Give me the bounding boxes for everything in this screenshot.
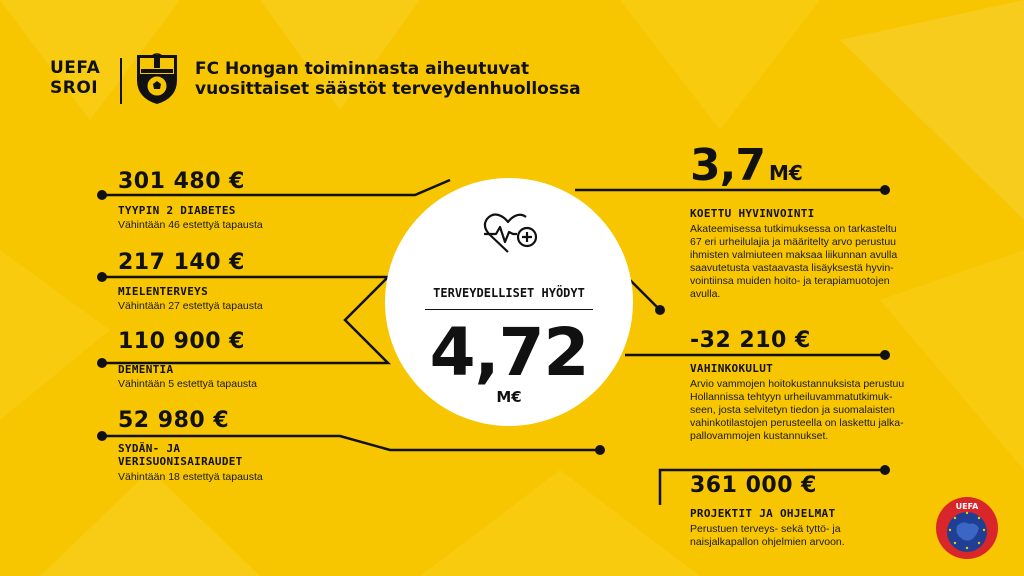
- desc-line: vointiinsa muiden hoito- ja terapiamuotojen: [690, 275, 890, 287]
- item-label-line-1: SYDÄN- JA: [118, 442, 181, 455]
- amount: -32 210 €: [690, 328, 811, 353]
- item-desc: [690, 223, 897, 301]
- desc-line: avulla.: [690, 288, 721, 300]
- desc-line: ihmisten valmiuteen maksaa liikunnan avulla: [690, 249, 898, 261]
- item-desc: [690, 378, 904, 443]
- item-label: VAHINKOKULUT: [690, 362, 774, 375]
- amount: 361 000 €: [690, 473, 817, 498]
- uefa-logo-icon: [935, 496, 999, 560]
- desc-line: Perustuen terveys- sekä tyttö- ja: [690, 523, 841, 535]
- circle-label: TERVEYDELLISET HYÖDYT: [433, 286, 585, 300]
- desc-line: pallovammojen kustannukset.: [690, 430, 829, 442]
- desc-line: saavutetusta vastaavasta lisäyksestä hyvin-: [690, 262, 894, 274]
- wellbeing-value: [690, 140, 803, 191]
- title-line-2: vuosittaiset säästöt terveydenhuollossa: [195, 79, 581, 99]
- amount: 110 900 €: [118, 329, 245, 354]
- wellbeing-unit: M€: [768, 161, 803, 185]
- desc-line: seen, josta selvitetyn tiedon ja suomalaisten: [690, 404, 895, 416]
- desc-line: Akateemisessa tutkimuksessa on tarkasteltu: [690, 223, 897, 235]
- item-desc: Vähintään 5 estettyä tapausta: [118, 378, 257, 390]
- item-desc: Vähintään 18 estettyä tapausta: [118, 471, 263, 483]
- heart-pulse-plus-icon: [481, 212, 539, 256]
- uefa-logo-text: UEFA: [955, 502, 979, 511]
- total-unit: M€: [496, 388, 522, 406]
- desc-line: 67 eri urheilulajia ja määritelty arvo perustuu: [690, 236, 897, 248]
- desc-line: Arvio vammojen hoitokustannuksista perustuu: [690, 378, 905, 390]
- brand-line-2: SROI: [50, 78, 99, 98]
- item-desc: Vähintään 46 estettyä tapausta: [118, 219, 263, 231]
- item-label: MIELENTERVEYS: [118, 285, 208, 298]
- circle-divider: [425, 309, 593, 310]
- desc-line: vahinkotilastojen perusteella on laskettu jalka-: [690, 417, 904, 429]
- desc-line: naisjalkapallon ohjelmien arvoon.: [690, 536, 845, 548]
- item-label: KOETTU HYVINVOINTI: [690, 207, 815, 220]
- item-desc: Vähintään 27 estettyä tapausta: [118, 300, 263, 312]
- desc-line: Hollannissa tehtyyn urheiluvammatutkimuk-: [690, 391, 893, 403]
- health-benefits-circle: [385, 178, 633, 426]
- brand-line-1: UEFA: [50, 58, 101, 78]
- title-line-1: FC Hongan toiminnasta aiheutuvat: [195, 59, 530, 79]
- item-label: DEMENTIA: [118, 363, 174, 376]
- amount: 217 140 €: [118, 250, 245, 275]
- item-desc: [690, 523, 845, 549]
- item-label: TYYPIN 2 DIABETES: [118, 204, 236, 217]
- amount: 301 480 €: [118, 169, 245, 194]
- total-value: 4,72: [429, 314, 589, 391]
- wellbeing-number: 3,7: [690, 140, 765, 191]
- item-label: PROJEKTIT JA OHJELMAT: [690, 507, 836, 520]
- item-label-line-2: VERISUONISAIRAUDET: [118, 455, 243, 468]
- amount: 52 980 €: [118, 408, 230, 433]
